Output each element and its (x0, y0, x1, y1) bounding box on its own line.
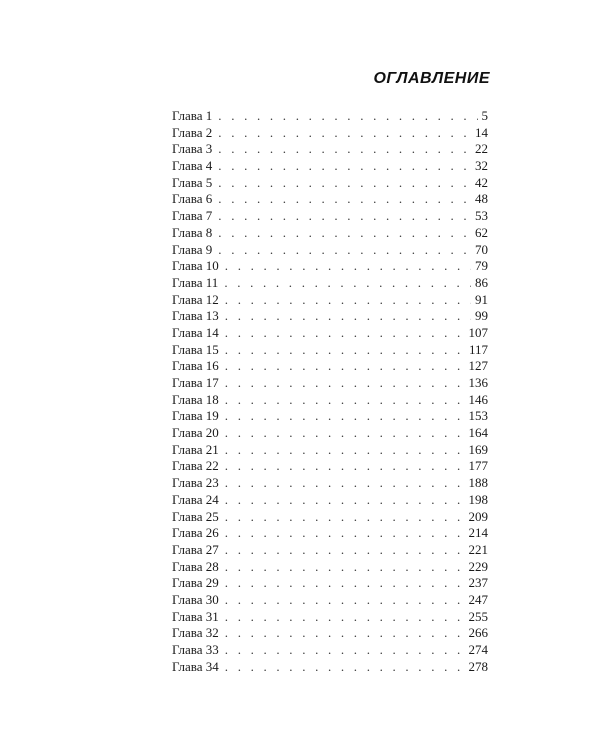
toc-entry-leader-dots (225, 592, 465, 609)
toc-entry-leader-dots (225, 458, 465, 475)
toc-entry[interactable] (172, 225, 488, 242)
toc-entry-label: Глава 16 (172, 358, 219, 374)
toc-entry-leader-dots (218, 242, 471, 259)
toc-entry[interactable] (172, 659, 488, 676)
toc-entry-page-number: 48 (475, 191, 488, 207)
toc-entry[interactable] (172, 141, 488, 158)
toc-entry-label: Глава 33 (172, 642, 219, 657)
toc-entry-page-number: 70 (475, 241, 488, 257)
toc-entry[interactable] (172, 275, 488, 292)
toc-entry-label: Глава 15 (172, 341, 219, 357)
toc-entry-label: Глава 20 (172, 425, 219, 441)
toc-entry[interactable] (172, 292, 488, 309)
toc-entry-label: Глава 2 (172, 124, 213, 140)
toc-entry-page-number: 266 (468, 625, 488, 641)
toc-entry-leader-dots (225, 325, 465, 342)
toc-entry[interactable] (172, 625, 488, 642)
toc-entry-leader-dots (225, 642, 465, 659)
toc-entry-leader-dots (225, 442, 465, 459)
toc-entry[interactable] (172, 242, 488, 259)
toc-title: ОГЛАВЛЕНИЕ (373, 70, 490, 87)
toc-entry-label: Глава 28 (172, 558, 219, 574)
toc-entry-leader-dots (218, 225, 471, 242)
toc-entry-page-number: 127 (468, 358, 488, 374)
toc-entry[interactable] (172, 442, 488, 459)
toc-entry[interactable] (172, 342, 488, 359)
toc-entry-leader-dots (218, 158, 471, 175)
toc-entry-label: Глава 6 (172, 191, 213, 207)
toc-entry[interactable] (172, 208, 488, 225)
toc-entry-page-number: 107 (468, 324, 488, 340)
toc-entry-page-number: 247 (468, 591, 488, 607)
toc-entry-label: Глава 7 (172, 208, 213, 224)
toc-entry-page-number: 117 (468, 341, 488, 357)
toc-entry[interactable] (172, 392, 488, 409)
toc-entry-page-number: 221 (468, 541, 488, 557)
toc-entry-page-number: 136 (468, 375, 488, 390)
toc-entry[interactable] (172, 175, 488, 192)
toc-entry-leader-dots (225, 308, 471, 325)
toc-entry-label: Глава 8 (172, 224, 213, 240)
toc-entry-page-number: 86 (475, 274, 488, 290)
toc-entry-page-number: 164 (468, 425, 488, 441)
toc-entry-label: Глава 29 (172, 575, 219, 591)
toc-entry-page-number: 198 (468, 491, 488, 507)
toc-entry-leader-dots (225, 258, 471, 275)
toc-entry-page-number: 278 (468, 658, 488, 674)
toc-entry-leader-dots (225, 425, 465, 442)
toc-entry[interactable] (172, 525, 488, 542)
toc-entry-page-number: 42 (475, 174, 488, 190)
toc-entry-page-number: 32 (475, 158, 488, 174)
toc-entry[interactable] (172, 492, 488, 509)
toc-entry-page-number: 91 (475, 291, 488, 307)
toc-entry-leader-dots (225, 358, 465, 375)
toc-entry-page-number: 153 (468, 408, 488, 424)
toc-entry-leader-dots (225, 525, 465, 542)
toc-entry[interactable] (172, 475, 488, 492)
toc-entry-leader-dots (218, 125, 471, 142)
toc-entry-leader-dots (225, 375, 465, 392)
toc-entry-label: Глава 5 (172, 174, 213, 190)
toc-entry-label: Глава 19 (172, 408, 219, 424)
toc-entry-page-number: 22 (475, 141, 488, 157)
toc-entry-label: Глава 9 (172, 241, 213, 257)
toc-entry-label: Глава 32 (172, 625, 219, 641)
toc-entry-label: Глава 10 (172, 258, 219, 274)
toc-entry[interactable] (172, 542, 488, 559)
toc-entry[interactable] (172, 108, 488, 125)
toc-entry-leader-dots (225, 625, 465, 642)
toc-entry-label: Глава 24 (172, 491, 219, 507)
toc-entry[interactable] (172, 425, 488, 442)
toc-entry-leader-dots (225, 392, 465, 409)
toc-entry-leader-dots (218, 175, 471, 192)
toc-entry-leader-dots (225, 342, 465, 359)
toc-entry[interactable] (172, 258, 488, 275)
toc-entry-leader-dots (218, 191, 471, 208)
toc-entry-leader-dots (225, 542, 465, 559)
toc-entry-page-number: 79 (475, 258, 488, 274)
toc-entry-leader-dots (225, 559, 465, 576)
toc-entry-page-number: 274 (468, 642, 488, 657)
toc-entry[interactable] (172, 575, 488, 592)
toc-entry-page-number: 62 (475, 224, 488, 240)
toc-entry-page-number: 99 (475, 308, 488, 324)
toc-entry-page-number: 237 (468, 575, 488, 591)
toc-entry[interactable] (172, 158, 488, 175)
toc-entry-label: Глава 30 (172, 591, 219, 607)
toc-entry-leader-dots (218, 208, 471, 225)
toc-entry-leader-dots (225, 659, 465, 676)
toc-entry-page-number: 169 (468, 441, 488, 457)
toc-entry-label: Глава 14 (172, 324, 219, 340)
toc-entry-page-number: 146 (468, 391, 488, 407)
toc-entry-label: Глава 1 (172, 108, 213, 123)
toc-entry[interactable] (172, 125, 488, 142)
toc-entry-label: Глава 4 (172, 158, 213, 174)
toc-entry-page-number: 229 (468, 558, 488, 574)
toc-entry-leader-dots (225, 408, 465, 425)
toc-entry-label: Глава 22 (172, 458, 219, 474)
toc-entry-leader-dots (224, 275, 471, 292)
toc-entry[interactable] (172, 509, 488, 526)
toc-entry[interactable] (172, 559, 488, 576)
toc-entry-label: Глава 31 (172, 608, 219, 624)
toc-entry-label: Глава 11 (172, 274, 219, 290)
toc-entry-page-number: 214 (468, 525, 488, 541)
toc-entry-page-number: 188 (468, 475, 488, 491)
toc-entry-leader-dots (225, 509, 465, 526)
toc-entry[interactable] (172, 609, 488, 626)
toc-entry-label: Глава 17 (172, 375, 219, 390)
toc-entry[interactable] (172, 325, 488, 342)
toc-entry-leader-dots (225, 609, 465, 626)
toc-entry-page-number: 53 (475, 208, 488, 224)
toc-entry-label: Глава 18 (172, 391, 219, 407)
toc-entry-label: Глава 34 (172, 658, 219, 674)
toc-entry-label: Глава 27 (172, 541, 219, 557)
toc-entry-page-number: 177 (468, 458, 488, 474)
toc-entry[interactable] (172, 458, 488, 475)
toc-entry-leader-dots (225, 292, 471, 309)
toc-entry-leader-dots (225, 575, 465, 592)
toc-entry[interactable] (172, 308, 488, 325)
toc-entry[interactable] (172, 408, 488, 425)
toc-entry[interactable] (172, 191, 488, 208)
toc-entry-label: Глава 23 (172, 475, 219, 491)
toc-entry-label: Глава 26 (172, 525, 219, 541)
toc-entry-label: Глава 21 (172, 441, 219, 457)
toc-entry-page-number: 209 (468, 508, 488, 524)
toc-entry-label: Глава 3 (172, 141, 213, 157)
toc-entry-leader-dots (218, 108, 477, 125)
toc-entry-leader-dots (218, 141, 471, 158)
toc-entry-leader-dots (225, 475, 465, 492)
toc-entry-label: Глава 25 (172, 508, 219, 524)
toc-entry-label: Глава 13 (172, 308, 219, 324)
toc-entry-leader-dots (225, 492, 465, 509)
toc-entry-page-number: 255 (468, 608, 488, 624)
toc-entry-page-number: 5 (481, 108, 488, 123)
toc-entry-label: Глава 12 (172, 291, 219, 307)
toc-entry[interactable] (172, 375, 488, 392)
toc-entry[interactable] (172, 358, 488, 375)
toc-entry-page-number: 14 (475, 124, 488, 140)
toc-list (172, 108, 488, 675)
toc-entry[interactable] (172, 592, 488, 609)
toc-entry[interactable] (172, 642, 488, 659)
